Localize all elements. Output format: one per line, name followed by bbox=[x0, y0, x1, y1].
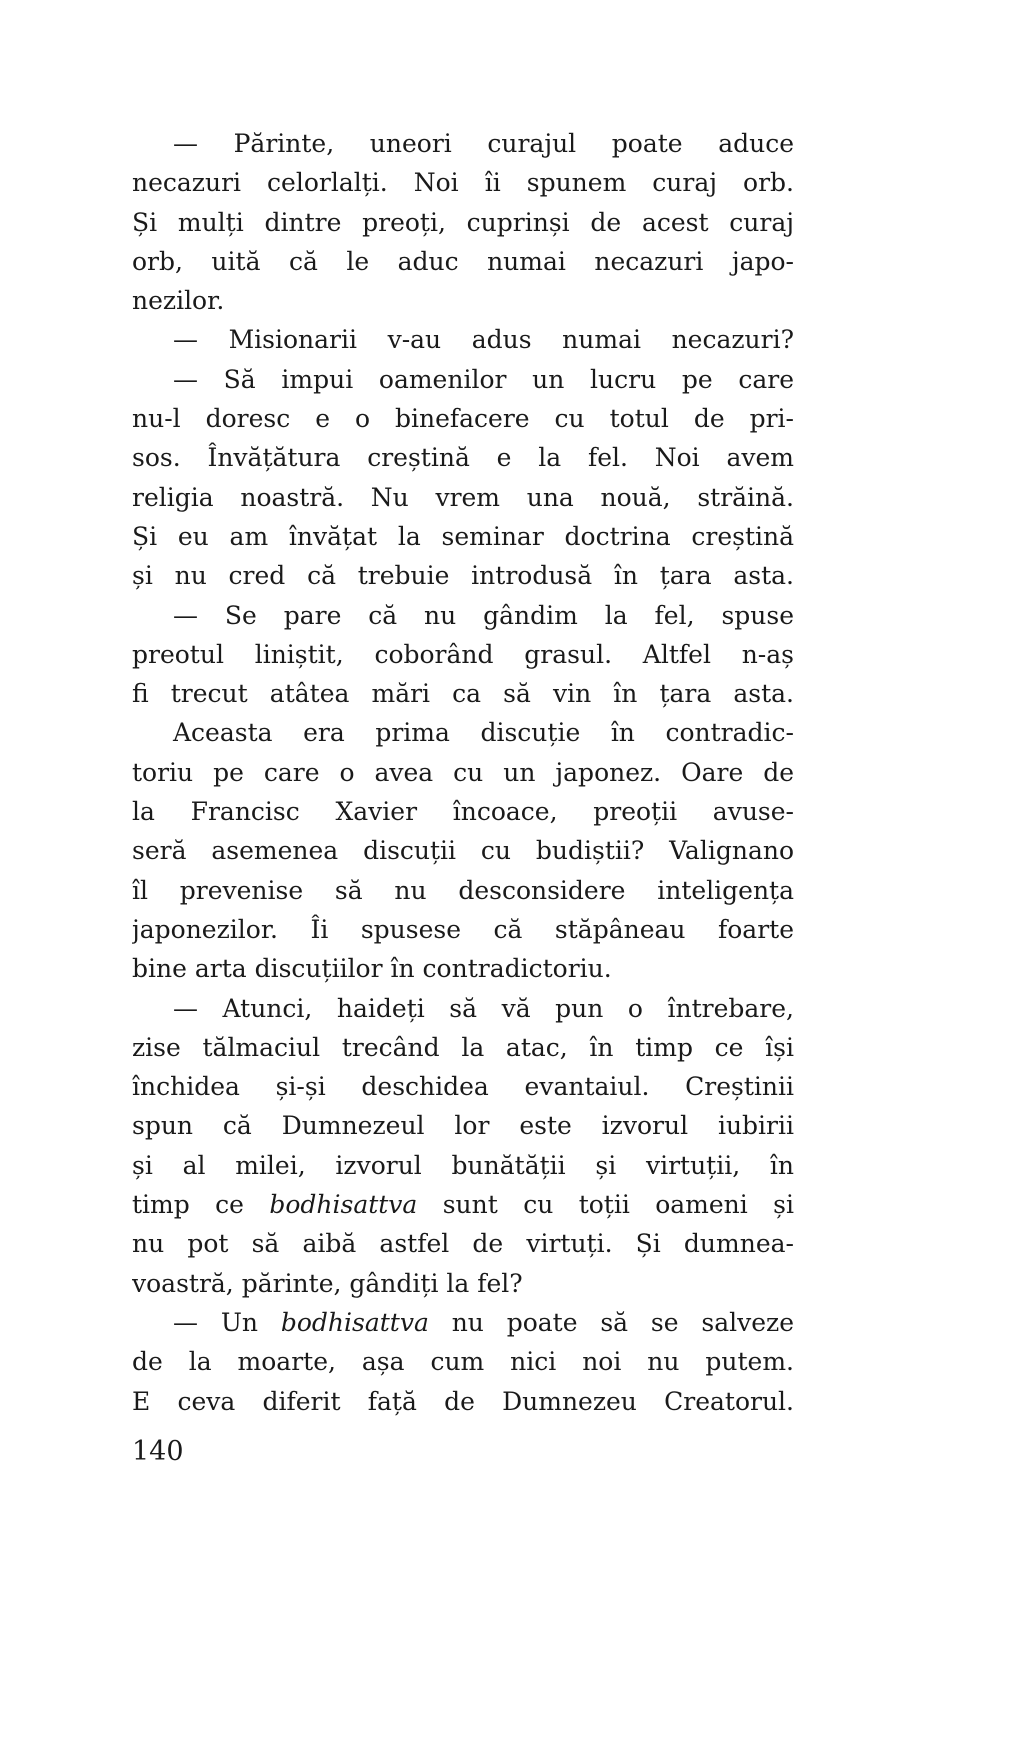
text-line bbox=[132, 1264, 794, 1303]
text-line bbox=[132, 1342, 794, 1381]
line-text: orb, uită că le aduc numai necazuri japo- bbox=[132, 246, 794, 276]
text-line bbox=[132, 674, 794, 713]
text-line bbox=[132, 124, 794, 163]
line-text: sos. Învățătura creștină e la fel. Noi avem bbox=[132, 443, 794, 473]
text-line bbox=[132, 281, 794, 320]
text-line bbox=[132, 871, 794, 910]
italic-term: bodhisattva bbox=[280, 1307, 429, 1337]
text-line bbox=[132, 517, 794, 556]
line-text: — Atunci, haideți să vă pun o întrebare, bbox=[173, 993, 794, 1023]
text-line bbox=[132, 949, 794, 988]
text-line bbox=[132, 713, 794, 752]
line-text: timp ce bbox=[132, 1190, 270, 1220]
text-line bbox=[132, 596, 794, 635]
line-text: Și eu am învățat la seminar doctrina creștină bbox=[132, 521, 794, 551]
line-text: toriu pe care o avea cu un japonez. Oare de bbox=[132, 757, 794, 787]
text-line bbox=[132, 360, 794, 399]
line-text: japonezilor. Îi spusese că stăpâneau foarte bbox=[132, 914, 794, 944]
text-line bbox=[132, 399, 794, 438]
text-line bbox=[132, 1224, 794, 1263]
page-number: 140 bbox=[132, 1436, 184, 1467]
italic-term: bodhisattva bbox=[269, 1190, 418, 1220]
body-text bbox=[132, 124, 794, 1421]
text-line bbox=[132, 242, 794, 281]
line-text: de la moarte, așa cum nici noi nu putem. bbox=[132, 1347, 794, 1377]
line-text: — Misionarii v-au adus numai necazuri? bbox=[173, 325, 794, 355]
text-line bbox=[132, 753, 794, 792]
line-text: — Se pare că nu gândim la fel, spuse bbox=[173, 600, 794, 630]
text-line bbox=[132, 478, 794, 517]
line-text: zise tălmaciul trecând la atac, în timp ce își bbox=[132, 1032, 794, 1062]
line-text: spun că Dumnezeul lor este izvorul iubirii bbox=[132, 1111, 794, 1141]
text-line bbox=[132, 163, 794, 202]
text-line bbox=[132, 1303, 794, 1342]
line-text: nu poate să se salveze bbox=[428, 1307, 794, 1337]
line-text: religia noastră. Nu vrem una nouă, străină. bbox=[132, 482, 794, 512]
line-text: îl prevenise să nu desconsidere inteligența bbox=[132, 875, 794, 905]
line-text: și al milei, izvorul bunătății și virtuții, în bbox=[132, 1150, 794, 1180]
line-text: bine arta discuțiilor în contradictoriu. bbox=[132, 954, 612, 984]
line-text: nu pot să aibă astfel de virtuți. Și dumnea- bbox=[132, 1229, 794, 1259]
line-text: E ceva diferit față de Dumnezeu Creatorul. bbox=[132, 1386, 794, 1416]
text-line bbox=[132, 831, 794, 870]
text-line bbox=[132, 1382, 794, 1421]
line-text: Aceasta era prima discuție în contradic- bbox=[173, 718, 794, 748]
line-text: necazuri celorlalți. Noi îi spunem curaj orb. bbox=[132, 168, 794, 198]
line-text: — Părinte, uneori curajul poate aduce bbox=[173, 129, 794, 158]
line-text: nezilor. bbox=[132, 286, 225, 316]
text-line bbox=[132, 1067, 794, 1106]
line-text: Și mulți dintre preoți, cuprinși de acest curaj bbox=[132, 207, 794, 237]
line-text: fi trecut atâtea mări ca să vin în țara asta. bbox=[132, 679, 794, 709]
text-line bbox=[132, 556, 794, 595]
text-line bbox=[132, 1146, 794, 1185]
text-line bbox=[132, 1028, 794, 1067]
line-text: voastră, părinte, gândiți la fel? bbox=[132, 1268, 523, 1298]
line-text: seră asemenea discuții cu budiștii? Valignano bbox=[132, 836, 794, 866]
line-text: la Francisc Xavier încoace, preoții avuse- bbox=[132, 797, 794, 827]
line-text: nu-l doresc e o binefacere cu totul de pri- bbox=[132, 404, 794, 434]
text-line bbox=[132, 320, 794, 359]
line-text: preotul liniștit, coborând grasul. Altfel n-aș bbox=[132, 639, 794, 669]
text-line bbox=[132, 635, 794, 674]
line-text: sunt cu toții oameni și bbox=[417, 1190, 794, 1220]
text-line bbox=[132, 1185, 794, 1224]
line-text: și nu cred că trebuie introdusă în țara asta. bbox=[132, 561, 794, 591]
text-line bbox=[132, 203, 794, 242]
text-line bbox=[132, 910, 794, 949]
text-line bbox=[132, 989, 794, 1028]
text-line bbox=[132, 792, 794, 831]
line-text: închidea și-și deschidea evantaiul. Creștinii bbox=[132, 1072, 794, 1102]
text-line bbox=[132, 438, 794, 477]
line-text: — Să impui oamenilor un lucru pe care bbox=[173, 364, 794, 394]
text-line bbox=[132, 1106, 794, 1145]
line-text: — Un bbox=[173, 1307, 281, 1337]
